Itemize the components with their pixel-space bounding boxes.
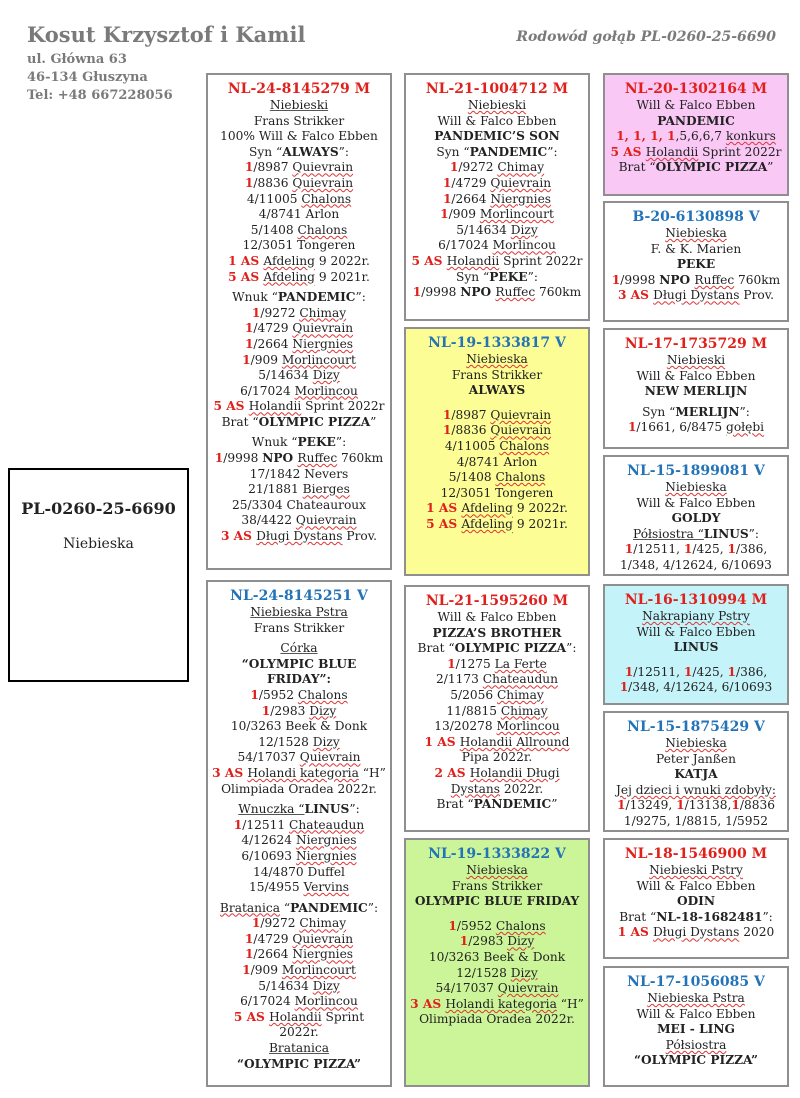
ring-number: NL-15-1899081 V: [627, 463, 765, 479]
breeder-phone: Tel: +48 667228056: [27, 88, 173, 103]
subject-color: Niebieska: [63, 536, 134, 552]
result: 1/909 Morlincourt: [242, 352, 356, 367]
relation: Bratanica “PANDEMIC”:: [219, 900, 379, 915]
breeder: Will & Falco Ebben: [636, 495, 756, 510]
result: 4/8741 Arlon: [456, 454, 538, 469]
result: 1/8987 Quievrain: [442, 407, 552, 422]
relation: Syn “ALWAYS”:: [248, 144, 349, 159]
ring-number: NL-17-1735729 M: [624, 336, 768, 352]
breeder: F. & K. Marien: [650, 241, 742, 256]
result: 12/1528 Dizy: [258, 734, 340, 749]
ring-number: NL-24-8145279 M: [227, 81, 371, 97]
result: 1/5952 Chalons: [250, 687, 348, 702]
result: 17/1842 Nevers: [249, 466, 349, 481]
ggsire-3-card: [603, 584, 789, 705]
result: 21/1881 Bierges: [248, 482, 350, 497]
result: 1 AS Holandii Allround: [424, 734, 570, 749]
result: 5/1408 Chalons: [448, 470, 546, 485]
origin: 100% Will & Falco Ebben: [220, 129, 378, 144]
relation: Wnuczka “LINUS”:: [238, 802, 360, 817]
result: 54/17037 Quievrain: [435, 981, 559, 996]
result: 5/1408 Chalons: [250, 222, 348, 237]
result: 38/4422 Quievrain: [241, 513, 357, 528]
result: 5/14634 Dizy: [456, 222, 538, 237]
result: 2/1173 Chateaudun: [436, 672, 558, 687]
result: 5 AS Holandii Sprint 2022r: [411, 253, 583, 268]
result: 1/4729 Quievrain: [244, 321, 354, 336]
ggdam-3-card: [603, 711, 789, 832]
breeder: Frans Strikker: [451, 878, 543, 893]
pigeon-name: LINUS: [673, 640, 719, 655]
result: 14/4870 Duffel: [253, 864, 345, 879]
result: 3 AS Długi Dystans Prov.: [220, 529, 378, 544]
color: Niebieska Pstra: [250, 605, 348, 619]
result: 4/11005 Chalons: [444, 438, 550, 453]
result: 3 AS Holandi kategoria “H”: [410, 996, 584, 1011]
result: 1/8836 Quievrain: [244, 175, 354, 190]
result: 2 AS Holandii Długi: [434, 765, 560, 780]
relation: Wnuk “PANDEMIC”:: [232, 290, 366, 305]
result: Olimpiada Oradea 2022r.: [419, 1012, 575, 1027]
ggdam-1-card: [603, 201, 789, 322]
pigeon-name: PEKE: [676, 257, 716, 272]
ggdam-4-card: [603, 966, 789, 1087]
result: 1/2664 Niergnies: [244, 336, 354, 351]
result: 1/9272 Chimay: [251, 305, 347, 320]
pigeon-name: ALWAYS: [468, 383, 526, 398]
breeder-name: Kosut Krzysztof i Kamil: [27, 22, 306, 47]
subject-ring-number: PL-0260-25-6690: [21, 499, 176, 518]
breeder: Will & Falco Ebben: [636, 1006, 756, 1021]
relation: Brat “OLYMPIC PIZZA”: [221, 414, 377, 429]
result: 6/17024 Morlincou: [438, 238, 556, 253]
result: 1/9272 Chimay: [251, 916, 347, 931]
result: 6/17024 Morlincou: [240, 383, 358, 398]
relation: Jej dzieci i wnuki zdobyły:: [616, 782, 776, 797]
color: Niebieski: [666, 353, 726, 367]
result: 1/8987 Quievrain: [244, 160, 354, 175]
ggsire-2-card: [603, 328, 789, 449]
ggdam-2-card: [603, 455, 789, 576]
relation: Półsiostra: [665, 1037, 727, 1052]
ring-number: NL-21-1004712 M: [425, 81, 569, 97]
result: 1/348, 4/12624, 6/10693: [620, 557, 772, 572]
ring-number: NL-19-1333817 V: [428, 335, 566, 351]
result: 1/2983 Dizy: [261, 703, 337, 718]
result: 11/8815 Chimay: [446, 703, 548, 718]
relation: Brat “OLYMPIC PIZZA”:: [417, 641, 577, 656]
result: 15/4955 Vervins: [248, 880, 350, 895]
pigeon-name: PANDEMIC’S SON: [434, 129, 560, 144]
result: 1/9272 Chimay: [449, 160, 545, 175]
dam-card: [206, 580, 392, 1087]
result: 54/17037 Quievrain: [237, 750, 361, 765]
breeder: Will & Falco Ebben: [437, 113, 557, 128]
relation-name: “OLYMPIC BLUE FRIDAY”:: [241, 656, 357, 687]
result: 1/9998 NPO Ruffec 760km: [214, 451, 384, 466]
breeder: Will & Falco Ebben: [636, 368, 756, 383]
ring-number: NL-15-1875429 V: [627, 719, 765, 735]
result: 4/11005 Chalons: [246, 191, 352, 206]
result: 1/2664 Niergnies: [244, 947, 354, 962]
granddam-sd-card: [404, 327, 590, 576]
relation: Syn “PEKE”:: [456, 269, 538, 284]
result: 1/9275, 1/8815, 1/5952: [623, 813, 769, 828]
ring-number: NL-16-1310994 M: [624, 592, 768, 608]
result: 12/3051 Tongeren: [242, 238, 356, 253]
granddam-dd-card: [404, 838, 590, 1087]
ring-number: NL-21-1595260 M: [425, 593, 569, 609]
result: 1/12511 Chateaudun: [233, 817, 365, 832]
result: 6/17024 Morlincou: [240, 994, 358, 1009]
ring-number: NL-19-1333822 V: [428, 846, 566, 862]
result: 1/12511, 1/425, 1/386,: [624, 542, 768, 557]
result: 1/5952 Chalons: [448, 918, 546, 933]
document-title: Rodowód gołąb PL-0260-25-6690: [516, 29, 776, 45]
relation: Bratanica: [268, 1041, 330, 1056]
result: 1/909 Morlincourt: [242, 963, 356, 978]
relation-name: “OLYMPIC PIZZA”: [236, 1056, 362, 1071]
ring-number: NL-18-1546900 M: [624, 846, 768, 862]
result: Dystans 2022r.: [450, 781, 544, 796]
result: 10/3263 Beek & Donk: [230, 719, 368, 734]
color: Niebieska: [466, 352, 528, 366]
result: 13/20278 Morlincou: [434, 719, 560, 734]
breeder: Frans Strikker: [253, 620, 345, 635]
breeder-street: ul. Główna 63: [27, 52, 127, 67]
breeder-city: 46-134 Głuszyna: [27, 70, 148, 85]
color: Niebieski: [467, 98, 527, 112]
result: 12/3051 Tongeren: [440, 485, 554, 500]
result: Olimpiada Oradea 2022r.: [221, 781, 377, 796]
result: 1/9998 NPO Ruffec 760km: [611, 272, 781, 287]
result: 1/348, 4/12624, 6/10693: [619, 680, 773, 695]
result: 1/1275 La Ferte: [447, 656, 547, 671]
color: Niebieska: [466, 863, 528, 877]
ring-number: NL-20-1302164 M: [624, 81, 768, 97]
pigeon-name: GOLDY: [671, 511, 721, 526]
relation: Brat “OLYMPIC PIZZA”: [618, 160, 774, 175]
result: 1/4729 Quievrain: [244, 931, 354, 946]
color: Nakrapiany Pstry: [642, 609, 750, 623]
pigeon-name: PIZZA’S BROTHER: [432, 625, 562, 640]
result: 1/9998 NPO Ruffec 760km: [412, 285, 582, 300]
relation: Półsiostra “LINUS”:: [632, 526, 760, 541]
result: 1/8836 Quievrain: [442, 423, 552, 438]
grandsire-ss-card: [404, 73, 590, 321]
ggsire-1-card: [603, 73, 789, 196]
color: Niebieski Pstry: [649, 863, 743, 877]
subject-pigeon-card: [8, 468, 189, 682]
result: 1 AS Długi Dystans 2020: [617, 925, 775, 940]
result: 6/10693 Niergnies: [241, 848, 357, 863]
result: 3 AS Holandi kategoria “H”: [212, 765, 386, 780]
result: 1 AS Afdeling 9 2022r.: [426, 501, 568, 516]
ring-number: B-20-6130898 V: [632, 209, 760, 225]
pigeon-name: ODIN: [676, 894, 716, 909]
result: 2022r.: [279, 1025, 319, 1040]
color: Niebieska: [665, 226, 727, 240]
result: 1/13249, 1/13138,1/8836: [617, 798, 775, 813]
breeder: Frans Strikker: [253, 113, 345, 128]
sire-card: [206, 73, 392, 570]
result: 1 AS Afdeling 9 2022r.: [228, 253, 370, 268]
relation: Syn “MERLIJN”:: [642, 404, 750, 419]
result: 1, 1, 1, 1,5,6,6,7 konkurs: [616, 129, 776, 144]
relation: Brat “PANDEMIC”: [436, 797, 558, 812]
pigeon-name: OLYMPIC BLUE FRIDAY: [414, 894, 580, 909]
breeder: Will & Falco Ebben: [636, 98, 756, 112]
ring-number: NL-24-8145251 V: [230, 588, 368, 604]
result: 5 AS Holandii Sprint 2022r: [213, 399, 385, 414]
color: Niebieska: [665, 480, 727, 494]
breeder: Frans Strikker: [451, 367, 543, 382]
color: Niebieska: [665, 736, 727, 750]
result: 25/3304 Chateauroux: [231, 497, 367, 512]
color: Niebieska Pstra: [647, 991, 745, 1005]
ring-number: NL-17-1056085 V: [627, 974, 765, 990]
breeder: Will & Falco Ebben: [636, 878, 756, 893]
result: Pipa 2022r.: [461, 750, 533, 765]
result: 1/2983 Dizy: [459, 934, 535, 949]
result: 1/1661, 6/8475 gołębi: [627, 420, 765, 435]
result: 3 AS Długi Dystans Prov.: [617, 288, 775, 303]
pigeon-name: NEW MERLIJN: [644, 384, 748, 399]
result: 5 AS Holandii Sprint 2022r: [610, 144, 782, 159]
breeder: Will & Falco Ebben: [437, 610, 557, 624]
result: 4/12624 Niergnies: [241, 833, 357, 848]
breeder: Will & Falco Ebben: [636, 624, 756, 639]
result: 1/12511, 1/425, 1/386,: [624, 664, 768, 679]
pigeon-name: MEI - LING: [657, 1022, 735, 1037]
result: 4/8741 Arlon: [258, 207, 340, 222]
relation: Wnuk “PEKE”:: [251, 435, 347, 450]
pigeon-name: KATJA: [674, 767, 718, 782]
relation: Córka: [280, 641, 318, 656]
relation: Syn “PANDEMIC”:: [436, 144, 558, 159]
result: 12/1528 Dizy: [456, 965, 538, 980]
result: 5 AS Afdeling 9 2021r.: [228, 269, 370, 284]
breeder: Peter Janßen: [656, 751, 736, 766]
grandsire-ds-card: [404, 585, 590, 832]
result: 5 AS Afdeling 9 2021r.: [426, 516, 568, 531]
ggsire-4-card: [603, 838, 789, 959]
result: 5/14634 Dizy: [258, 978, 340, 993]
result: 1/4729 Quievrain: [442, 175, 552, 190]
result: 5/14634 Dizy: [258, 368, 340, 383]
relation: Brat “NL-18-1682481”:: [619, 909, 773, 924]
pigeon-name: PANDEMIC: [657, 113, 735, 128]
color: Niebieski: [269, 98, 329, 112]
result: 1/909 Morlincourt: [440, 207, 554, 222]
result: 5 AS Holandii Sprint: [233, 1009, 365, 1024]
result: 10/3263 Beek & Donk: [428, 949, 566, 964]
result: 1/2664 Niergnies: [442, 191, 552, 206]
relation-name: “OLYMPIC PIZZA”: [633, 1053, 759, 1068]
result: 5/2056 Chimay: [450, 687, 544, 702]
